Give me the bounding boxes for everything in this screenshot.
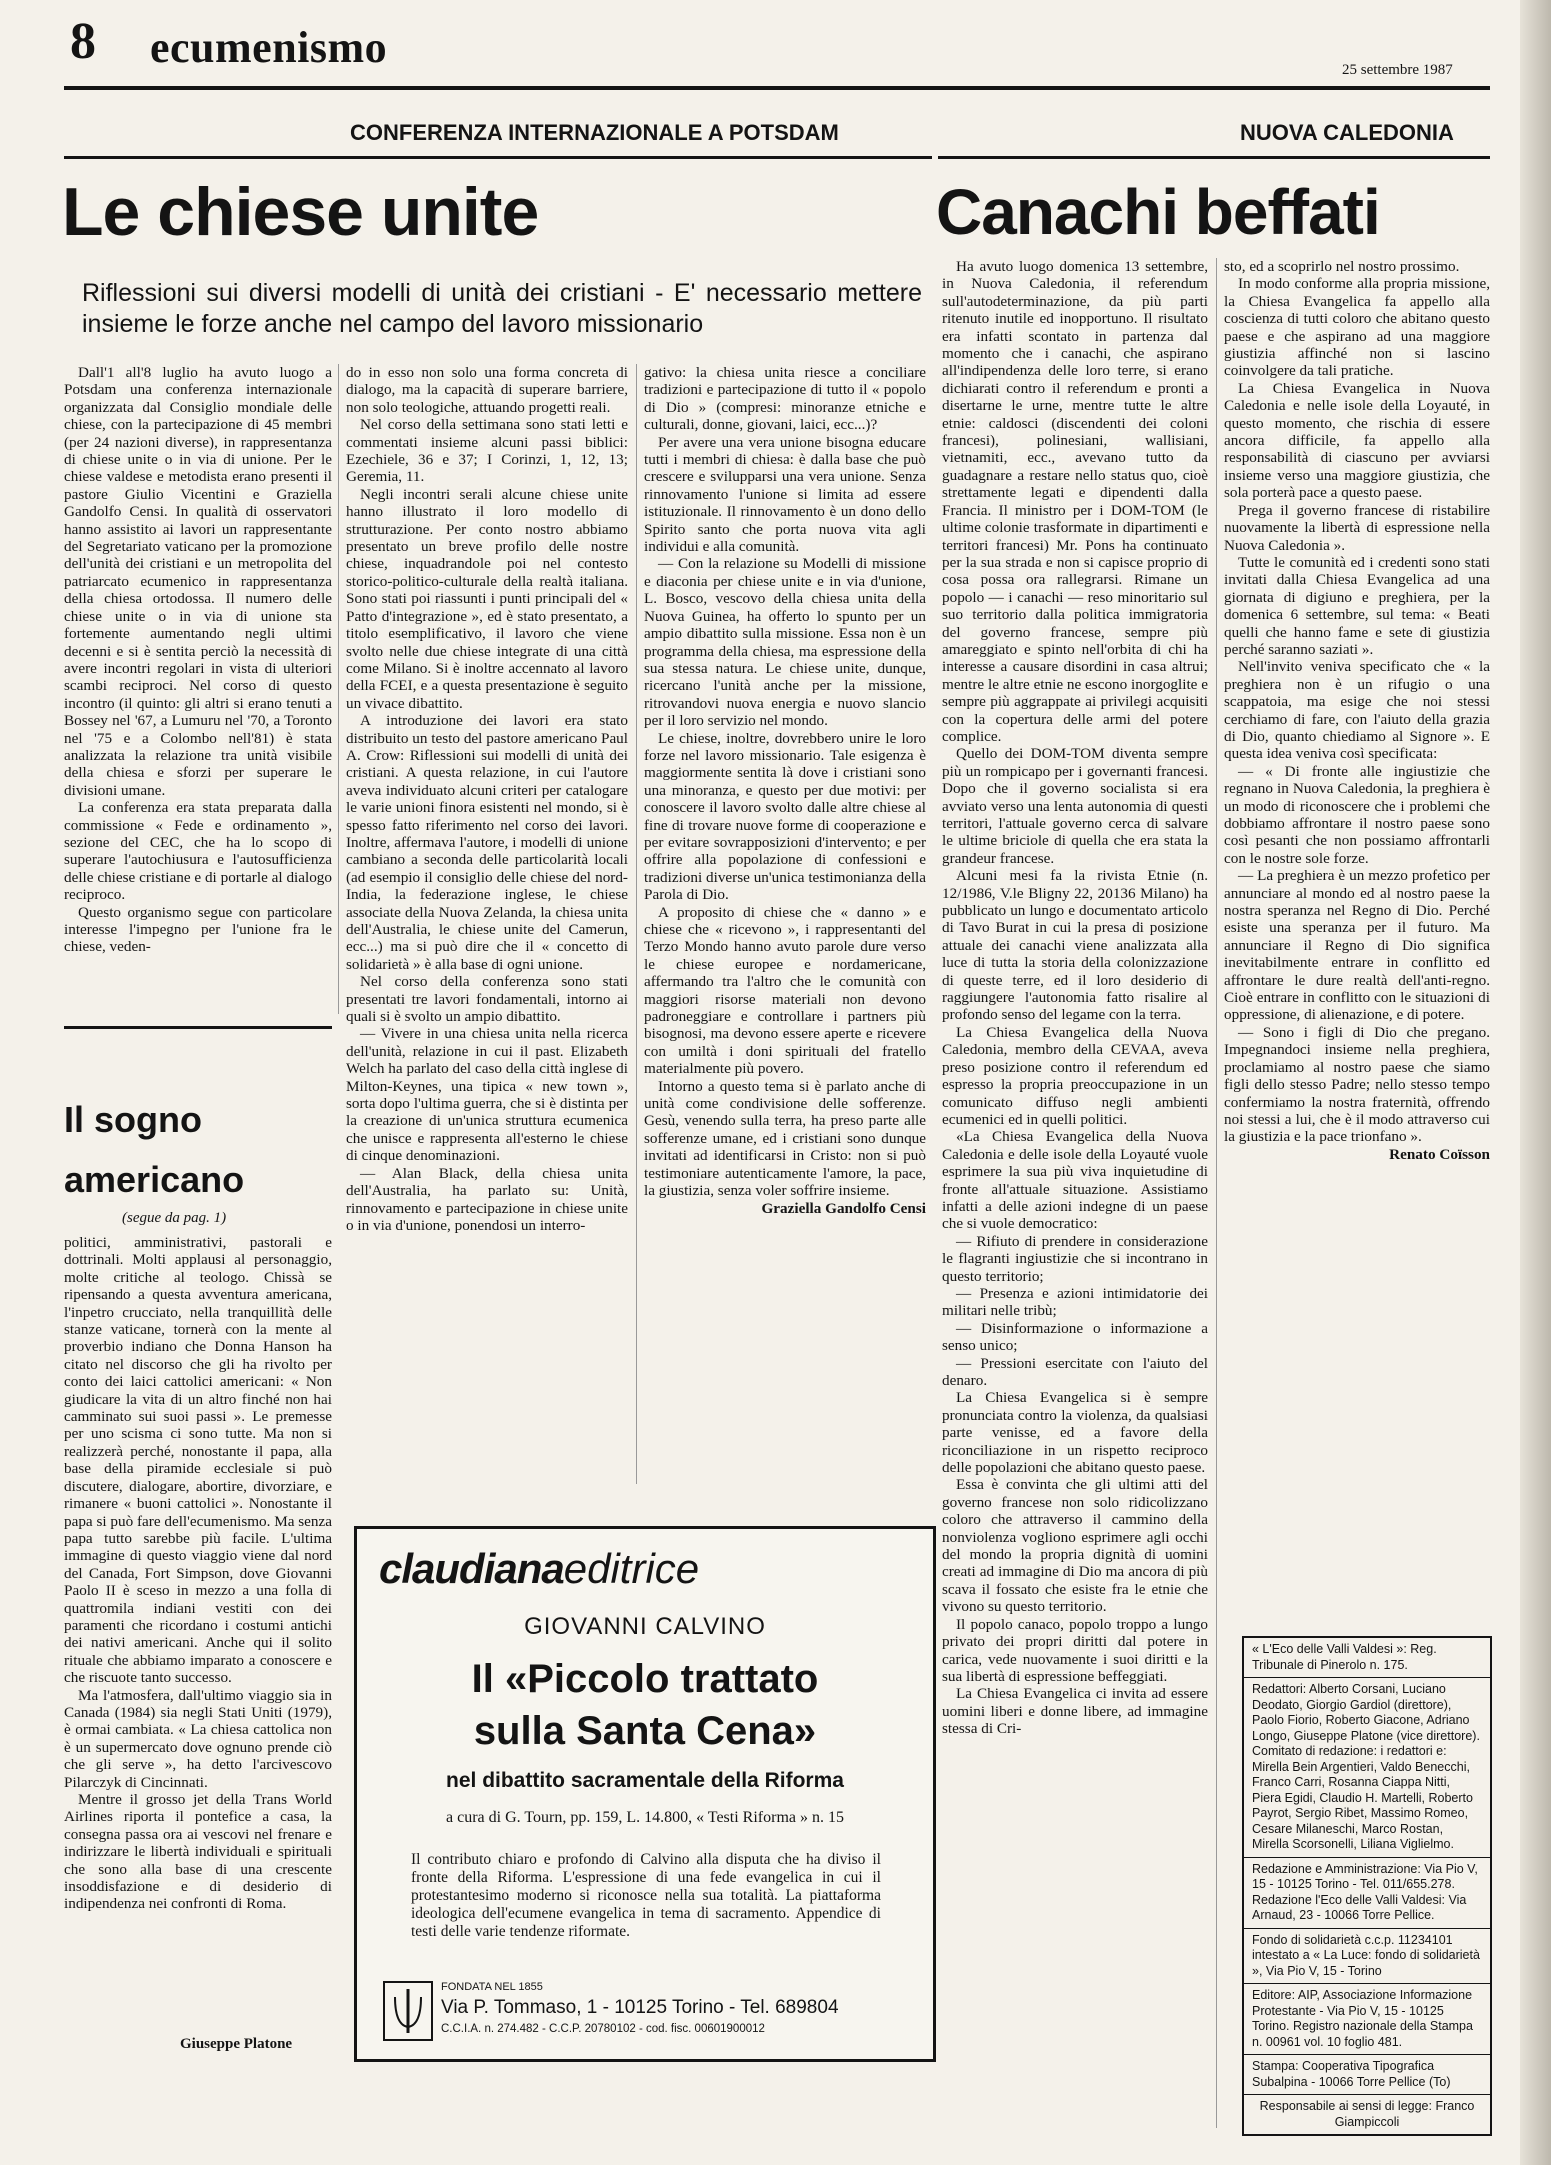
left-article-col-2 [346,364,628,1480]
issue-date: 25 settembre 1987 [1342,62,1453,78]
ad-subtitle: nel dibattito sacramentale della Riforma [446,1769,844,1792]
paragraph: — Disinformazione o informazione a senso unico; [942,1319,1208,1355]
paragraph: Ma l'atmosfera, dall'ultimo viaggio sia in Canada (1984) sia negli Stati Uniti (1979), è ormai cambiata. « La chiesa cattolica non è un supermercato dove ognuno prende ciò che gli serve », ha detto l'arcivescovo Pilarczyk di Cincinnati. [64,1686,332,1791]
ad-logo-box [383,1981,433,2041]
paragraph: Prega il governo francese di ristabilire nuovamente la libertà di espressione nella Nuova Caledonia ». [1224,501,1490,554]
right-kicker: NUOVA CALEDONIA [1240,120,1454,145]
kicker-rule-left [64,156,932,159]
paragraph: La Chiesa Evangelica ci invita ad essere uomini liberi e donne libere, ad immagine stessa di Cri- [942,1685,1208,1738]
colophon-editors: Redattori: Alberto Corsani, Luciano Deodato, Giorgio Gardiol (direttore), Paolo Fiorio, Roberto Giacone, Adriano Longo, Giuseppe Platone (vice direttore). Comitato di redazione: i redattori e: Mirella Bein Argentieri, Valdo Benecchi, Franco Carri, Rosanna Ciappa Nitti, Piera Egidi, Claudio H. Martelli, Roberto Payrot, Sergio Ribet, Massimo Romeo, Cesare Milaneschi, Marco Rostan, Mirella Scorsonelli, Liliana Viglielmo. [1244,1678,1490,1858]
paragraph: Dall'1 all'8 luglio ha avuto luogo a Potsdam una conferenza internazionale organizzata dal Consiglio mondiale delle chiese, con la partecipazione di 45 membri (per 24 nazioni diverse), in rappresentanza di chiese unite o in via di unione. Per le chiese valdese e metodista erano presenti il pastore Giulio Vicentini e Graziella Gandolfo Censi. In qualità di osservatori hanno assistito ai lavori un rappresentante del Segretariato vaticano per la promozione dell'unità dei cristiani e un metropolita del patriarcato ecumenico in rappresentanza della chiesa ortodossa. Il numero delle chiese unite o in via di unione sta fortemente aumentando negli ultimi decenni e si è sentita perciò la necessità di avere incontri regolari in vista di ulteriori scambi reciproci. Nel corso di questo incontro (il quinto: gli altri si erano tenuti a Bossey nel '67, a Lumuru nel '70, a Toronto nel '75 e a Colombo nell'81) è stata analizzata la relazione tra unità visibile della chiesa e sforzi per superare le divisioni umane. [64,364,332,799]
paragraph: — Sono i figli di Dio che pregano. Impegnandoci insieme nella preghiera, proclamiamo al nostro paese che siamo figli dello stesso Padre; nello stesso tempo confermiamo la nostra fraternità, offrendo noi stessi a lui, che è il modo attraverso cui la giustizia e la pace trionfano ». [1224,1023,1490,1146]
claudiana-logo-icon [385,1983,431,2039]
paragraph: Essa è convinta che gli ultimi atti del governo francese non solo ridicolizzano coloro che attraverso il cammino della nonviolenza vogliono esprimere agli occhi del mondo la propria dignità di uomini creati ad immagine di Dio ma ancora di più scava il fossato che esiste fra le etnie che vivono su questo territorio. [942,1476,1208,1616]
paragraph: Nel corso della conferenza sono stati presentati tre lavori fondamentali, intorno ai quali si è svolto un ampio dibattito. [346,973,628,1026]
paragraph: Quello dei DOM-TOM diventa sempre più un rompicapo per i governanti francesi. Dopo che il governo socialista si era avviato verso una lenta autonomia di questi territori, l'attuale governo cerca di salvare le ultime briciole di quella che era stata la grandeur francese. [942,745,1208,867]
paragraph: — Presenza e azioni intimidatorie dei militari nelle tribù; [942,1284,1208,1320]
sidebar-continued: (segue da pag. 1) [122,1210,227,1226]
paragraph: La conferenza era stata preparata dalla commissione « Fede e ordinamento », sezione del CEC, che ha lo scopo di superare l'autochiusura e l'autosufficienza delle chiese cristiane e di portarle al dialogo reciproco. [64,799,332,904]
paragraph: In modo conforme alla propria missione, la Chiesa Evangelica fa appello alla coscienza di tutti coloro che abitano questo paese e che aspirano ad una maggiore giustizia affinché non si lascino coinvolgere da tali pratiche. [1224,275,1490,380]
paragraph: Il popolo canaco, popolo troppo a lungo privato dei propri diritti dal potere in carica, vede nuovamente i suoi diritti e la sua libertà di espressione beffeggiati. [942,1615,1208,1685]
paragraph: A proposito di chiese che « danno » e chiese che « ricevono », i rappresentanti del Terzo Mondo hanno avuto parole dure verso le chiese europee e nordamericane, affermando tra l'altro che le comunità con maggiori risorse materiali non devono padroneggiare e controllare i partners più bisognosi, ma devono essere aperte e ricevere con umiltà i doni spirituali del fratello materialmente più povero. [644,903,926,1078]
claudiana-advertisement [354,1526,936,2062]
sidebar-rule [64,1026,332,1029]
paragraph: sto, ed a scoprirlo nel nostro prossimo. [1224,258,1460,275]
colophon-printer: Stampa: Cooperativa Tipografica Subalpina - 10066 Torre Pellice (To) [1244,2055,1490,2095]
sidebar-headline-2: americano [64,1159,245,1200]
colophon-addresses: Redazione e Amministrazione: Via Pio V, 15 - 10125 Torino - Tel. 011/655.278. Redazione l'Eco delle Valli Valdesi: Via Arnaud, 23 - 10066 Torre Pellice. [1244,1858,1490,1929]
paragraph: Nell'invito veniva specificato che « la preghiera non è un rifugio o una scappatoia, ma esige che noi stessi cerchiamo di fare, con l'aiuto della grazia di Dio, quanto chiediamo al Signore ». E questa idea veniva così specificata: [1224,658,1490,763]
ad-founded: FONDATA NEL 1855 [441,1981,543,1993]
paragraph: Nel corso della settimana sono stati letti e commentati insieme alcuni passi biblici: Ezechiele, 36 e 37; I Corinzi, 1, 12, 13; Geremia, 11. [346,416,628,486]
paragraph: — Vivere in una chiesa unita nella ricerca dell'unità, relazione in cui il past. Elizabeth Welch ha parlato del caso della città inglese di Milton-Keynes, una tipica « new town », sorta dopo l'ultima guerra, che si è distinta per la creazione di un'unica struttura ecumenica che unisce e rappresenta all'esterno le chiese di cinque denominazioni. [346,1025,628,1165]
paragraph: — « Di fronte alle ingiustizie che regnano in Nuova Caledonia, la preghiera è un modo di riconoscere che i problemi che dobbiamo affrontare il nostro paese sono così pesanti che non possiamo affrontarli con le nostre sole forze. [1224,762,1490,867]
paragraph: Per avere una vera unione bisogna educare tutti i membri di chiesa: è dalla base che può crescere e svilupparsi una vera unione. Senza rinnovamento l'unione si limita ad essere istituzionale. Il rinnovamento è un dono dello Spirito santo che porta nuova vita agli individui e alla comunità. [644,433,926,556]
colophon-publisher: Editore: AIP, Associazione Informazione Protestante - Via Pio V, 15 - 10125 Torino. Registro nazionale della Stampa n. 00961 vol. 10 foglio 481. [1244,1984,1490,2055]
left-deck: Riflessioni sui diversi modelli di unità dei cristiani - E' necessario mettere insieme le forze anche nel campo del lavoro missionario [82,279,922,338]
left-headline: Le chiese unite [62,174,539,250]
left-article-col-3 [644,364,926,1498]
ad-codes: C.C.I.A. n. 274.482 - C.C.P. 20780102 - cod. fisc. 00601900012 [441,2023,765,2035]
paragraph: — Alan Black, della chiesa unita dell'Australia, ha parlato su: Unità, rinnovamento e partecipazione in chiese unite o in via d'unione, ponendosi un interro- [346,1164,628,1234]
ad-title-2: sulla Santa Cena» [473,1709,817,1753]
paragraph: «La Chiesa Evangelica della Nuova Caledonia e delle isole della Loyauté vuole esprimere la sua più viva inquietudine di fronte all'attuale situazione. Assistiamo infatti a delle azioni indegne di un paese che si vuole democratico: [942,1128,1208,1233]
paragraph: La Chiesa Evangelica in Nuova Caledonia e nelle isole della Loyauté, in questo momento, che rischia di essere ancora difficile, fa appello alla responsabilità di ciascuno per avviarsi insieme verso una maggiore giustizia, che sola porterà pace a questo paese. [1224,379,1490,502]
paragraph: — La preghiera è un mezzo profetico per annunciare al mondo ed al nostro paese la nostra speranza nel Regno di Dio. Perché esiste una speranza per il futuro. Ma annunciare il Regno di Dio significa inevitabilmente entrare in conflitto ed affrontare le dure realtà dell'anti-regno. Cioè entrare in conflitto con le situazioni di oppressione, di alienazione, e di potere. [1224,867,1490,1024]
paragraph: La Chiesa Evangelica della Nuova Caledonia, membro della CEVAA, aveva preso posizione contro il referendum ed espresso la propria preoccupazione in un comunicato diffuso negli ambienti ecumenici ed in quelli politici. [942,1023,1208,1128]
col-divider [1216,258,1217,2128]
col-divider [338,364,339,1014]
paragraph: Negli incontri serali alcune chiese unite hanno illustrato il loro modello di strutturazione. Per conto nostro abbiamo presentato un breve profilo delle nostre chiese, inquadrandole poi nel contesto storico-politico-culturale della realtà italiana. Sono stati poi riassunti i punti principali del « Patto d'integrazione », ed è stato presentato, a titolo esemplificativo, il lavoro che viene svolto nelle due chiese integrate di una città come Milano. Si è inoltre accennato al lavoro della FCEI, e a questa presentazione è seguito un vivace dibattito. [346,485,628,712]
page-number: 8 [70,13,96,70]
paragraph: — Rifiuto di prendere in considerazione le flagranti ingiustizie che si incontrano in questo territorio; [942,1232,1208,1285]
paragraph: — Con la relazione su Modelli di missione e diaconia per chiese unite e in via d'unione, L. Bosco, vescovo della chiesa unita della Nuova Guinea, ha offerto lo spunto per un ampio dibattito sulla missione. Essa non è un programma della chiesa, ma espressione della sua stessa natura. Le chiese unite, dunque, ricercano l'unità anche per la missione, ritrovandovi nuova energia e nuovo slancio per il loro servizio nel mondo. [644,555,926,730]
paragraph: gativo: la chiesa unita riesce a conciliare tradizioni e partecipazione di tutto il « popolo di Dio » (compresi: minoranze etniche e culturali, donne, giovani, laici, ecc...)? [644,364,926,434]
paragraph: Intorno a questo tema si è parlato anche di unità come condivisione delle sofferenze. Gesù, venendo sulla terra, ha preso parte alle sofferenze umane, ed i cristiani sono dunque invitati ad identificarsi in Cristo: non si può testimoniare autenticamente l'amore, la pace, la giustizia, senza voler soffrire insieme. [644,1077,926,1200]
left-kicker: CONFERENZA INTERNAZIONALE A POTSDAM [350,120,839,145]
ad-publisher-bold: claudiana [379,1545,564,1592]
right-article-col-1 [942,258,1208,2134]
kicker-rule-right [938,156,1490,159]
paragraph: Ha avuto luogo domenica 13 settembre, in Nuova Caledonia, il referendum sull'autodeterminazione, da più parti ritenuto inutile ed inopportuno. Il risultato era infatti scontato in partenza dal momento che i canachi, che aspirano all'indipendenza delle loro terre, si erano dichiarati contro il referendum e pronti a disertarne le urne, mentre tutte le altre etnie: caldosci (discendenti dei coloni francesi), polinesiani, wallisiani, vietnamiti, ecc., avevano tutto da guadagnare a restare nello status quo, cioè strettamente legati e dipendenti dalla Francia. Il ministro per i DOM-TOM (le ultime colonie trasformate in dipartimenti e territori francesi) Mr. Pons ha continuato per la sua strada e non si capisce proprio di cosa possa ora rallegrarsi. Rimane un popolo — i canachi — reso minoritario sul suo territorio dalla politica immigratoria del governo francese, sempre più amareggiato e spinto nell'orbita di chi ha interesse a causare disordini in casa altrui; mentre le altre etnie ne escono inorgoglite e sempre più aggrappate ai privilegi acquisiti con la copertura delle armi del potere complice. [942,258,1208,745]
masthead-rule [64,86,1490,90]
ad-details: a cura di G. Tourn, pp. 159, L. 14.800, « Testi Riforma » n. 15 [445,1809,844,1826]
left-article-signature: Graziella Gandolfo Censi [761,1199,926,1217]
paragraph: Questo organismo segue con particolare interesse l'impegno per l'unione fra le chiese, veden- [64,903,332,956]
right-headline: Canachi beffati [936,176,1380,248]
paragraph: Le chiese, inoltre, dovrebbero unire le loro forze nel lavoro missionario. Tale esigenza è maggiormente sentita là dove i cristiani sono una minoranza, e questo per due motivi: per conoscere il lavoro svolto dalle altre chiese al fine di trovare nuove forme di cooperazione e per evitare sovrapposizioni d'intervento; e per offrire alla popolazione di confessioni e tradizioni diverse un'unica testimonianza della Parola di Dio. [644,729,926,904]
ad-title-1: Il «Piccolo trattato [471,1657,819,1701]
col-divider [636,364,637,1484]
ad-blurb: Il contributo chiaro e profondo di Calvino alla disputa che ha diviso il fronte della Riforma. L'espressione di una fede evangelica in cui il protestantesimo moderno si riconosce nella sua totalità. La piattaforma ideologica dell'ecumene evangelica in tema di sacramento. Appendice di testi delle varie tendenze riformate. [411,1851,881,1940]
colophon-responsible: Responsabile ai sensi di legge: Franco Giampiccoli [1259,2099,1475,2129]
ad-publisher-light: editrice [563,1545,700,1592]
paragraph: A introduzione dei lavori era stato distribuito un testo del pastore americano Paul A. Crow: Riflessioni sui modelli di unità dei cristiani. A questa relazione, in cui l'autore aveva individuato alcuni criteri per catalogare le varie unioni finora esistenti nel mondo, si è spesso fatto riferimento nel corso dei lavori. Inoltre, affermava l'autore, i modelli di unione cambiano a seconda delle particolarità locali (ad esempio il consiglio delle chiese del nord-India, la federazione inglese, le chiese associate della Nuova Zelanda, la chiesa unita dell'Australia, le chiese unite del Camerun, ecc...) ma si può dire che il « concetto di solidarietà » è alla base di ogni unione. [346,712,628,973]
paragraph: Alcuni mesi fa la rivista Etnie (n. 12/1986, V.le Bligny 22, 20136 Milano) ha pubblicato un lungo e documentato articolo di Tavo Burat in cui la presa di posizione attuale dei canachi viene analizzata alla luce di tutta la storia della colonizzazione di queste terre, ed il loro desiderio di raggiungere l'autonomia fatto risalire al profondo senso del legame con la terra. [942,867,1208,1024]
section-title: ecumenismo [150,23,388,72]
sidebar-article-col [64,1234,332,2020]
paragraph: — Pressioni esercitate con l'aiuto del denaro. [942,1354,1208,1389]
paragraph: politici, amministrativi, pastorali e dottrinali. Molti applausi al personaggio, molte critiche al teologo. Chissà se ripensando a questa avventura americana, l'inpetro crucciato, nella tranquillità delle stanze vaticane, tornerà con la mente al proverbio indiano che Donna Hanson ha citato nel discorso che gli ha rivolto per conto dei laici cattolici americani: « Non giudicare la vita di un altro finché non hai camminato sui suoi passi ». Le premesse per uno scisma ci sono tutte. Ma non si realizzerà perché, nonostante il papa, alla base della piramide ecclesiale si può discutere, dialogare, abortire, divorziare, e rimanere « buoni cattolici ». Nonostante il papa si può fare dell'ecumenismo. Ma senza papa tutto sarebbe più facile. L'ultima immagine di questo viaggio viene dal nord del Canada, Fort Simpson, dove Giovanni Paolo II è sceso in mezzo a una folla di quattromila indiani vestiti con dei paramenti che ricordano i costumi antichi dei nativi americani. Anche qui il solito rituale che abbiamo imparato a conoscere e che riscuote tanto successo. [64,1234,332,1687]
paragraph: Tutte le comunità ed i credenti sono stati invitati dalla Chiesa Evangelica ad una giornata di digiuno e preghiera, per la domenica 6 settembre, sul tema: « Beati quelli che hanno fame e sete di giustizia perché saranno saziati ». [1224,553,1490,658]
left-article-col-1 [64,364,332,1014]
paragraph: do in esso non solo una forma concreta di dialogo, ma la capacità di superare barriere, non solo teologiche, attuando progetti reali. [346,364,628,416]
paragraph: La Chiesa Evangelica si è sempre pronunciata contro la violenza, da qualsiasi parte venisse, ed a favore della riconciliazione in un rispetto reciproco delle popolazioni che abitano questo paese. [942,1389,1208,1477]
sidebar-signature: Giuseppe Platone [180,2036,293,2052]
ad-author: GIOVANNI CALVINO [524,1613,766,1640]
sidebar-headline-1: Il sogno [64,1099,202,1140]
colophon-fund: Fondo di solidarietà c.c.p. 11234101 intestato a « La Luce: fondo di solidarietà », Via Pio V, 15 - Torino [1244,1929,1490,1985]
ad-address: Via P. Tommaso, 1 - 10125 Torino - Tel. 689804 [441,1997,839,2018]
masthead [0,0,1551,80]
ad-publisher [379,1545,699,1593]
right-article-signature: Renato Coïsson [1389,1145,1490,1163]
paragraph: Mentre il grosso jet della Trans World Airlines riporta il pontefice a casa, la consegna passa ora ai vescovi nel frenare e indirizzare le libertà individuali e spirituali che sono alla base di una crescente insoddisfazione e di desiderio di indipendenza nei confronti di Roma. [64,1791,332,1913]
colophon-box [1242,1636,1492,2136]
colophon-registration: « L'Eco delle Valli Valdesi »: Reg. Tribunale di Pinerolo n. 175. [1244,1638,1490,1678]
page-edge-shadow [1520,0,1551,2165]
